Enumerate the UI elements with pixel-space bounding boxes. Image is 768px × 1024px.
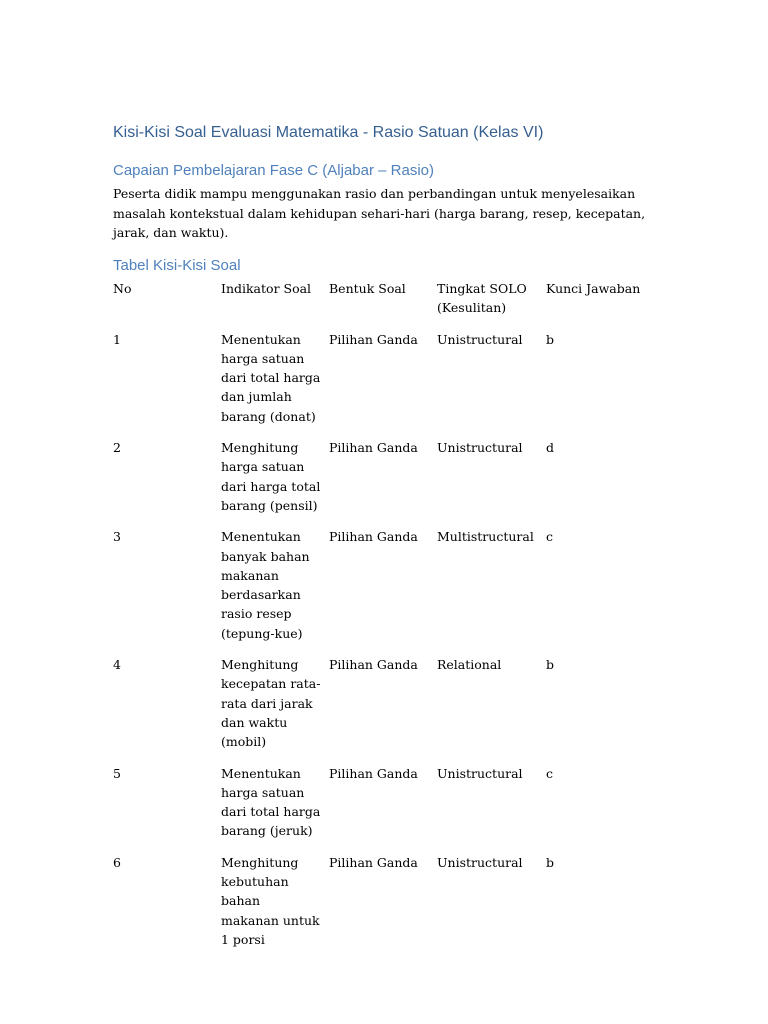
cell-bentuk: Pilihan Ganda	[329, 854, 418, 870]
cell-bentuk: Pilihan Ganda	[329, 529, 418, 545]
capaian-paragraph: Peserta didik mampu menggunakan rasio dan perbandingan untuk menyelesaikan masalah kontekstual dalam kehidupan sehari-hari (harga barang, resep, kecepatan, jarak, dan waktu).	[113, 186, 646, 240]
table-heading: Tabel Kisi-Kisi Soal	[113, 257, 241, 274]
cell-solo: Relational	[437, 657, 502, 673]
cell-no: 6	[113, 854, 121, 870]
header-no: No	[113, 281, 132, 296]
kisi-kisi-table	[113, 279, 658, 961]
table-row	[113, 853, 658, 961]
cell-indikator	[221, 764, 329, 853]
cell-no: 1	[113, 331, 121, 347]
cell-indikator-text: Menghitung kebutuhan bahan makanan untuk 1 porsi	[221, 854, 320, 947]
cell-indikator-text: Menentukan harga satuan dari total harga dan jumlah barang (donat)	[221, 331, 321, 424]
table-header-row	[113, 279, 658, 330]
cell-solo: Unistructural	[437, 331, 523, 347]
cell-indikator-text: Menentukan harga satuan dari total harga barang (jeruk)	[221, 765, 321, 839]
table-row	[113, 655, 658, 763]
header-solo	[437, 279, 546, 330]
header-solo-label: Tingkat SOLO (Kesulitan)	[437, 281, 527, 316]
header-kunci: Kunci Jawaban	[546, 281, 641, 296]
cell-bentuk: Pilihan Ganda	[329, 331, 418, 347]
cell-indikator	[221, 330, 329, 438]
cell-indikator-text: Menghitung harga satuan dari harga total barang (pensil)	[221, 440, 321, 513]
cell-indikator	[221, 655, 329, 763]
cell-indikator	[221, 527, 329, 655]
cell-indikator	[221, 853, 329, 961]
table-row	[113, 330, 658, 438]
cell-no: 4	[113, 657, 121, 673]
cell-bentuk: Pilihan Ganda	[329, 440, 418, 456]
cell-no: 3	[113, 529, 121, 545]
cell-indikator-text: Menghitung kecepatan rata-rata dari jarak dan waktu (mobil)	[221, 657, 321, 750]
cell-solo: Unistructural	[437, 765, 523, 781]
cell-bentuk: Pilihan Ganda	[329, 765, 418, 781]
cell-bentuk: Pilihan Ganda	[329, 657, 418, 673]
cell-no: 2	[113, 440, 121, 456]
cell-solo: Multistructural	[437, 529, 534, 545]
cell-kunci: b	[546, 331, 555, 347]
cell-kunci: b	[546, 854, 555, 870]
table-row	[113, 764, 658, 853]
cell-solo: Unistructural	[437, 440, 523, 456]
cell-kunci: b	[546, 657, 555, 673]
cell-solo: Unistructural	[437, 854, 523, 870]
document-title: Kisi-Kisi Soal Evaluasi Matematika - Rasio Satuan (Kelas VI)	[113, 124, 544, 141]
cell-kunci: c	[546, 529, 554, 545]
cell-indikator-text: Menentukan banyak bahan makanan berdasarkan rasio resep (tepung-kue)	[221, 529, 310, 641]
header-indikator: Indikator Soal	[221, 281, 312, 296]
capaian-heading: Capaian Pembelajaran Fase C (Aljabar – Rasio)	[113, 162, 434, 179]
cell-kunci: c	[546, 765, 554, 781]
table-row	[113, 527, 658, 655]
cell-kunci: d	[546, 440, 555, 456]
cell-no: 5	[113, 765, 121, 781]
header-bentuk: Bentuk Soal	[329, 281, 406, 296]
cell-indikator	[221, 438, 329, 527]
table-row	[113, 438, 658, 527]
